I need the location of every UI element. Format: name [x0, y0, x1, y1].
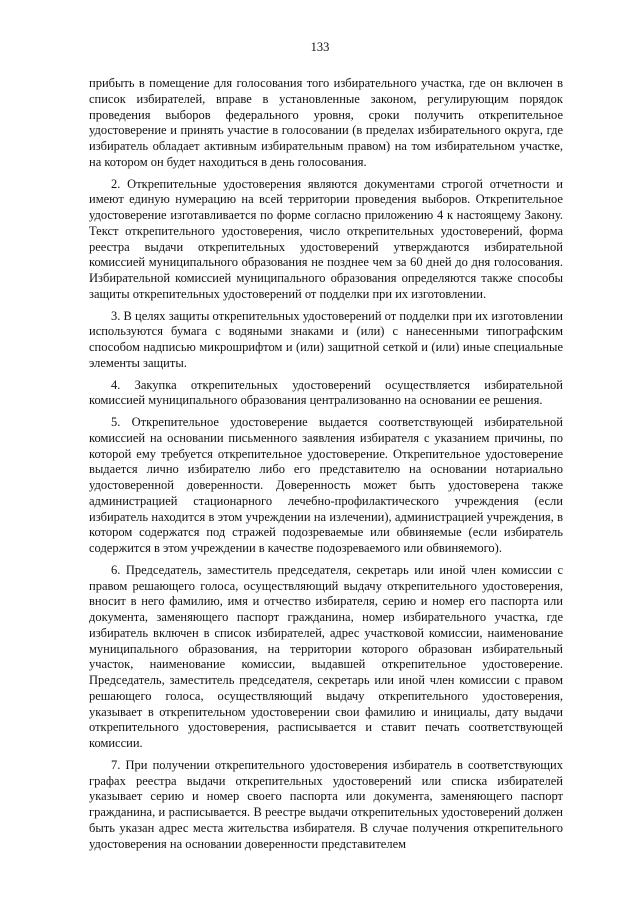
document-body	[89, 76, 563, 858]
paragraph-continuation: прибыть в помещение для голосования того избирательного участка, где он включен в список избирателей, вправе в установленные законом, регулирующим порядок проведения выборов федерального уровня, сроки получить открепительное удостоверение и принять участие в голосовании (в пределах избирательного округа, где избиратель обладает активным избирательным правом) на том избирательном участке, на котором он будет находиться в день голосования.	[89, 76, 563, 169]
paragraph-4: 4. Закупка открепительных удостоверений осуществляется избирательной комиссией муниципального образования централизованно на основании ее решения.	[89, 377, 563, 408]
page-number: 133	[310, 40, 330, 54]
paragraph-6: 6. Председатель, заместитель председателя, секретарь или иной член комиссии с правом решающего голоса, осуществляющий выдачу открепительного удостоверения, вносит в него фамилию, имя и отчество избирателя, серию и номер его паспорта или документа, заменяющего паспорт гражданина, номер избирательного участка, где избиратель включен в список избирателей, адрес участковой комиссии, наименование муниципального образования, на территории которого образован избирательный участок, наименование комиссии, выдавшей открепительное удостоверение. Председатель, заместитель председателя, секретарь или иной член комиссии с правом решающего голоса, осуществляющий выдачу открепительного удостоверения, указывает в открепительном удостоверении свои фамилию и инициалы, дату выдачи открепительного удостоверения, расписывается и ставит печать соответствующей комиссии.	[89, 562, 563, 750]
paragraph-7: 7. При получении открепительного удостоверения избиратель в соответствующих графах реестра выдачи открепительных удостоверений или списка избирателей указывает серию и номер своего паспорта или документа, заменяющего паспорт гражданина, и расписывается. В реестре выдачи открепительных удостоверений должен быть указан адрес места жительства избирателя. В случае получения открепительного удостоверения на основании доверенности представителем	[89, 757, 563, 851]
paragraph-3: 3. В целях защиты открепительных удостоверений от подделки при их изготовлении используются бумага с водяными знаками и (или) с нанесенными типографским способом надписью микрошрифтом и (или) защитной сеткой и (или) иные специальные элементы защиты.	[89, 308, 563, 370]
paragraph-2: 2. Открепительные удостоверения являются документами строгой отчетности и имеют единую нумерацию на всей территории проведения выборов. Открепительное удостоверение изготавливается по форме согласно приложению 4 к настоящему Закону. Текст открепительного удостоверения, число открепительных удостоверений, форма реестра выдачи открепительных удостоверений утверждаются избирательной комиссией муниципального образования не позднее чем за 60 дней до дня голосования. Избирательной комиссией муниципального образования определяются также способы защиты открепительных удостоверений от подделки при их изготовлении.	[89, 176, 563, 301]
paragraph-5: 5. Открепительное удостоверение выдается соответствующей избирательной комиссией на основании письменного заявления избирателя с указанием причины, по которой ему требуется открепительное удостоверение. Открепительное удостоверение выдается лично избирателю либо его представителю на основании нотариально удостоверенной доверенности. Доверенность может быть удостоверена также администрацией стационарного лечебно-профилактического учреждения (если избиратель находится в этом учреждении на излечении), администрацией учреждения, в котором содержатся под стражей подозреваемые или обвиняемые (если избиратель содержится в этом учреждении в качестве подозреваемого или обвиняемого).	[89, 415, 563, 555]
